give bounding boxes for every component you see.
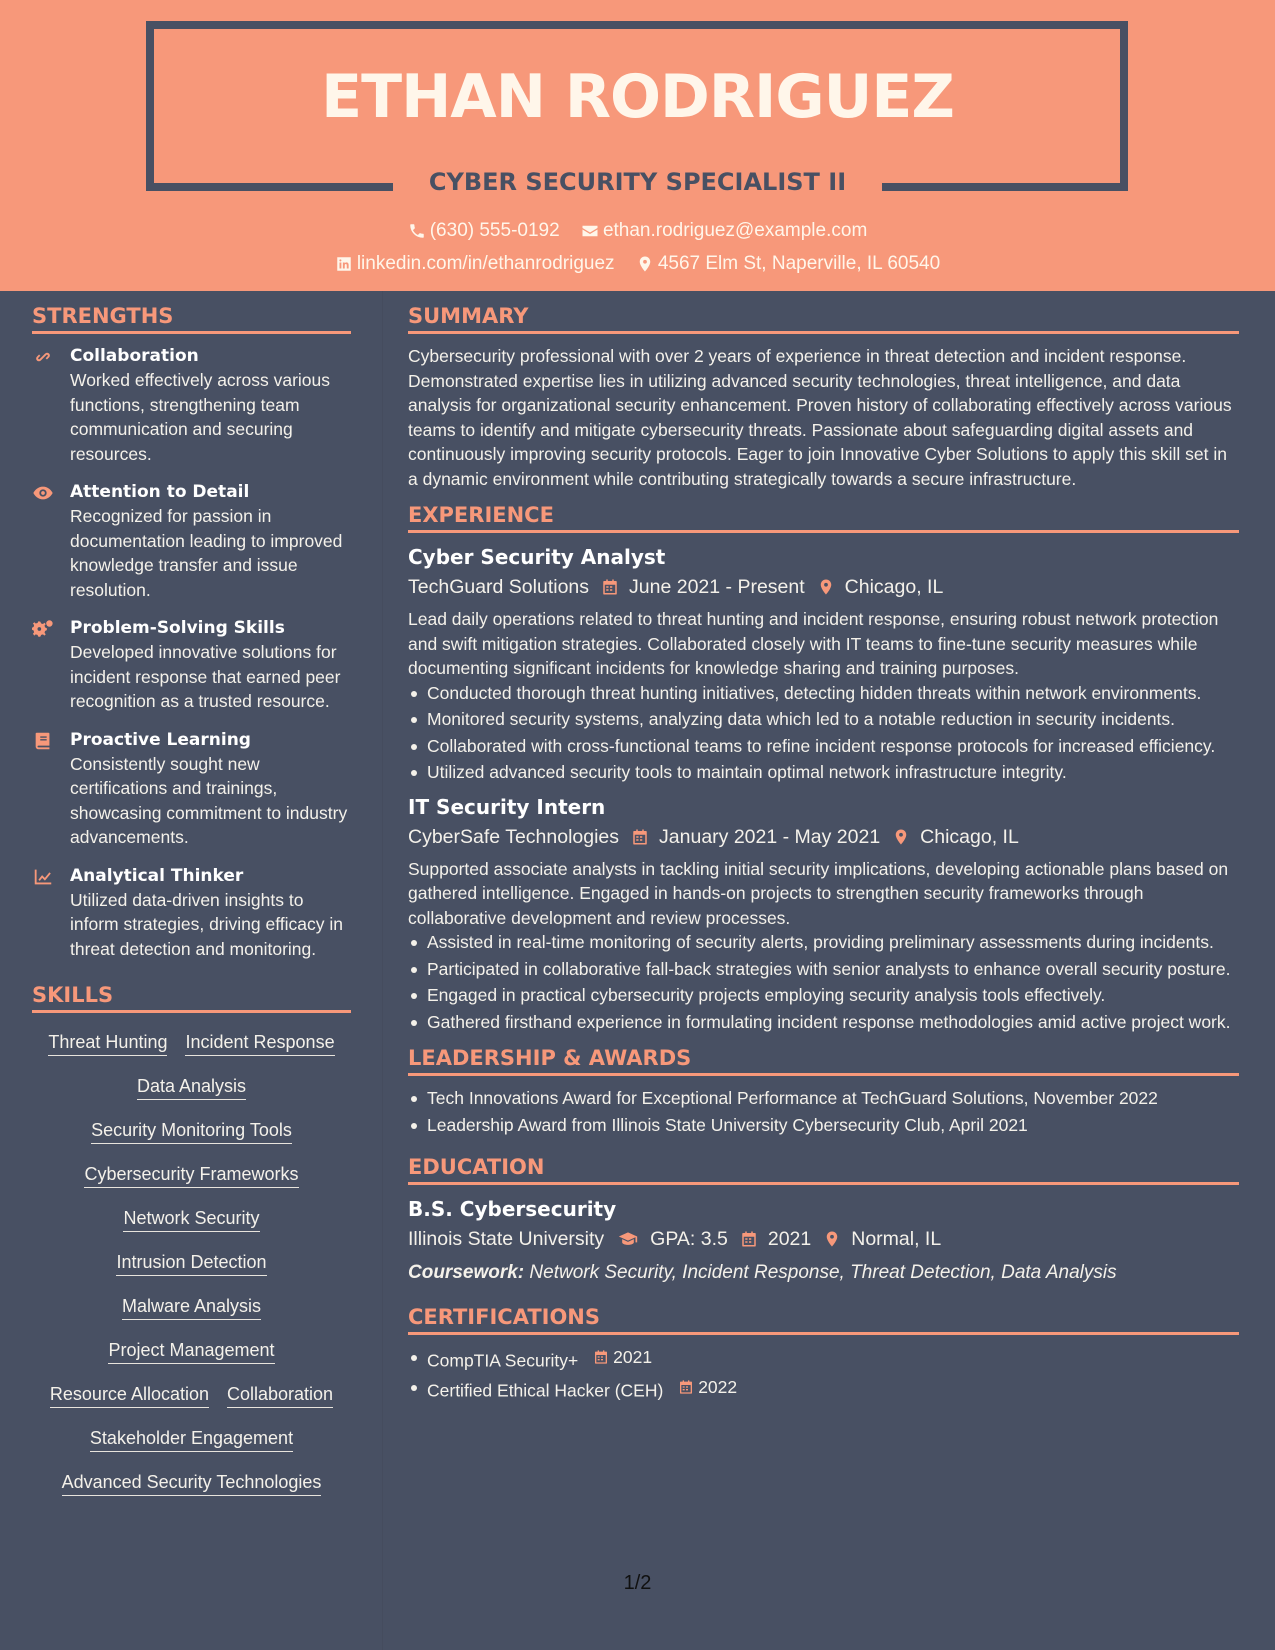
job-bullet: Gathered firsthand experience in formulating incident response methodologies amid active project work. <box>408 1010 1239 1035</box>
job-meta <box>408 821 1239 853</box>
graduation-year: 2021 <box>767 1228 812 1250</box>
skill-tag: Cybersecurity Frameworks <box>84 1163 298 1188</box>
book-icon <box>32 730 54 752</box>
summary-text: Cybersecurity professional with over 2 years of experience in threat detection and incident response. Demonstrated expertise lies in utilizing advanced security technologies, threat intelligence, and data analysis for organizational security enhancement. Proven history of collaborating effectively across various teams to identify and mitigate cybersecurity threats. Passionate about safeguarding digital assets and continuously improving security protocols. Eager to join Innovative Cyber Solutions to apply this skill set in a dynamic environment while contributing strategically towards a secure infrastructure. <box>408 346 1232 489</box>
skill-tag: Collaboration <box>227 1383 333 1408</box>
strength-item <box>32 728 351 850</box>
map-pin-icon <box>636 255 654 273</box>
company-name: CyberSafe Technologies <box>408 825 620 848</box>
job-entry <box>408 543 1239 785</box>
contact-row-2 <box>0 253 1275 279</box>
graduation-cap-icon <box>616 1229 640 1249</box>
strength-desc: Consistently sought new certifications and trainings, showcasing commitment to industry advancements. <box>70 753 348 847</box>
job-dates: June 2021 - Present <box>629 576 805 598</box>
link-icon <box>32 346 54 368</box>
certifications-heading: CERTIFICATIONS <box>408 1305 1239 1335</box>
strength-title: Collaboration <box>70 346 199 366</box>
calendar-icon <box>740 1229 758 1249</box>
calendar-icon <box>601 577 619 597</box>
awards-heading: LEADERSHIP & AWARDS <box>408 1046 1239 1076</box>
address-text: 4567 Elm St, Naperville, IL 60540 <box>657 253 941 274</box>
email-text: ethan.rodriguez@example.com <box>602 220 868 241</box>
contact-phone[interactable] <box>408 220 560 242</box>
contact-email[interactable] <box>581 220 867 242</box>
strength-title: Attention to Detail <box>70 482 250 502</box>
job-dates: January 2021 - May 2021 <box>659 825 881 848</box>
job-bullets <box>408 930 1239 1034</box>
certifications-list <box>408 1345 1239 1403</box>
strength-title: Problem-Solving Skills <box>70 618 285 638</box>
award-item: Tech Innovations Award for Exceptional Performance at TechGuard Solutions, November 2022 <box>408 1086 1239 1111</box>
job-description: Lead daily operations related to threat hunting and incident response, ensuring robust network protection and swift mitigation strategies. Collaborated closely with IT teams to fine-tune security measures while documenting significant incidents for knowledge sharing and training purposes. <box>408 609 1219 678</box>
coursework-label: Coursework: <box>408 1262 525 1283</box>
job-bullet: Collaborated with cross-functional teams to refine incident response protocols for increased efficiency. <box>408 734 1239 759</box>
education-heading: EDUCATION <box>408 1155 1239 1185</box>
calendar-icon <box>678 1378 694 1396</box>
skill-tag: Advanced Security Technologies <box>62 1471 322 1496</box>
strength-desc: Worked effectively across various functions, strengthening team communication and securing resources. <box>70 370 331 464</box>
experience-heading: EXPERIENCE <box>408 503 1239 533</box>
job-title-headline: CYBER SECURITY SPECIALIST II <box>428 168 847 196</box>
column-divider <box>382 291 383 1650</box>
job-title: IT Security Intern <box>408 794 606 819</box>
strengths-heading: STRENGTHS <box>32 304 351 334</box>
strength-desc: Developed innovative solutions for incident response that earned peer recognition as a trusted resource. <box>70 642 341 711</box>
school-name: Illinois State University <box>408 1228 605 1250</box>
job-bullet: Monitored security systems, analyzing data which led to a notable reduction in security incidents. <box>408 707 1239 732</box>
award-item: Leadership Award from Illinois State University Cybersecurity Club, April 2021 <box>408 1113 1239 1138</box>
calendar-icon <box>593 1348 609 1366</box>
certification-name: CompTIA Security+ <box>427 1350 579 1371</box>
skill-tag: Threat Hunting <box>48 1031 167 1056</box>
map-pin-icon <box>892 827 910 847</box>
certification-name: Certified Ethical Hacker (CEH) <box>427 1380 664 1400</box>
education-meta <box>408 1223 1239 1255</box>
skill-tag: Resource Allocation <box>50 1383 209 1408</box>
job-bullet: Engaged in practical cybersecurity projects employing security analysis tools effectively. <box>408 983 1239 1008</box>
skill-tag: Project Management <box>108 1339 274 1364</box>
skills-list <box>32 1023 351 1507</box>
contact-row-1 <box>0 220 1275 246</box>
job-location: Chicago, IL <box>844 576 944 598</box>
page-number: 1/2 <box>623 1572 652 1594</box>
right-column <box>408 304 1239 1411</box>
strength-title: Analytical Thinker <box>70 865 244 886</box>
strength-item <box>32 864 351 962</box>
contact-address <box>636 253 940 275</box>
left-column <box>32 304 351 1507</box>
certification-year: 2022 <box>698 1376 738 1397</box>
job-title: Cyber Security Analyst <box>408 545 666 569</box>
job-meta <box>408 571 1239 603</box>
job-bullet: Conducted thorough threat hunting initiatives, detecting hidden threats within network environments. <box>408 681 1239 706</box>
school-location: Normal, IL <box>851 1228 942 1250</box>
contact-linkedin[interactable] <box>335 253 615 275</box>
eye-icon <box>32 482 54 504</box>
skill-tag: Malware Analysis <box>122 1295 261 1320</box>
strength-desc: Utilized data-driven insights to inform strategies, driving efficacy in threat detection and monitoring. <box>70 889 343 959</box>
job-bullet: Participated in collaborative fall-back strategies with senior analysts to enhance overall security posture. <box>408 957 1239 982</box>
coursework-list: Network Security, Incident Response, Threat Detection, Data Analysis <box>529 1262 1117 1283</box>
calendar-icon <box>631 827 649 847</box>
job-entry <box>408 793 1239 1035</box>
job-location: Chicago, IL <box>920 825 1019 848</box>
job-bullets <box>408 681 1239 785</box>
map-pin-icon <box>823 1229 841 1249</box>
strength-desc: Recognized for passion in documentation leading to improved knowledge transfer and issue resolution. <box>70 506 343 600</box>
strength-item <box>32 480 351 602</box>
envelope-icon <box>581 222 599 240</box>
candidate-name: ETHAN RODRIGUEZ <box>321 62 954 132</box>
skill-tag: Incident Response <box>185 1031 334 1056</box>
phone-icon <box>408 222 426 240</box>
phone-text: (630) 555-0192 <box>429 220 560 241</box>
skill-tag: Intrusion Detection <box>116 1251 266 1276</box>
certification-item <box>408 1345 1239 1373</box>
skill-tag: Stakeholder Engagement <box>90 1427 293 1452</box>
strength-title: Proactive Learning <box>70 729 251 750</box>
chart-line-icon <box>32 866 54 888</box>
map-pin-icon <box>817 577 835 597</box>
skills-heading: SKILLS <box>32 983 351 1013</box>
job-bullet: Utilized advanced security tools to maintain optimal network infrastructure integrity. <box>408 760 1239 785</box>
degree: B.S. Cybersecurity <box>408 1197 617 1221</box>
certification-year: 2021 <box>613 1347 653 1367</box>
linkedin-text: linkedin.com/in/ethanrodriguez <box>356 253 615 274</box>
certification-item <box>408 1375 1239 1403</box>
skill-tag: Network Security <box>123 1207 259 1232</box>
linkedin-icon <box>335 255 353 273</box>
summary-heading: SUMMARY <box>408 304 1239 334</box>
strength-item <box>32 344 351 466</box>
header-band <box>0 0 1275 291</box>
awards-list <box>408 1086 1239 1137</box>
skill-tag: Security Monitoring Tools <box>91 1119 292 1144</box>
job-bullet: Assisted in real-time monitoring of security alerts, providing preliminary assessments during incidents. <box>408 930 1239 955</box>
coursework <box>408 1259 1239 1287</box>
strength-item <box>32 616 351 714</box>
company-name: TechGuard Solutions <box>408 576 590 598</box>
gears-icon <box>32 618 54 640</box>
skill-tag: Data Analysis <box>137 1075 246 1100</box>
gpa: GPA: 3.5 <box>650 1228 728 1250</box>
job-description: Supported associate analysts in tackling initial security implications, developing actionable plans based on gathered intelligence. Engaged in hands-on projects to strengthen security frameworks through collaborative development and review processes. <box>408 858 1229 928</box>
